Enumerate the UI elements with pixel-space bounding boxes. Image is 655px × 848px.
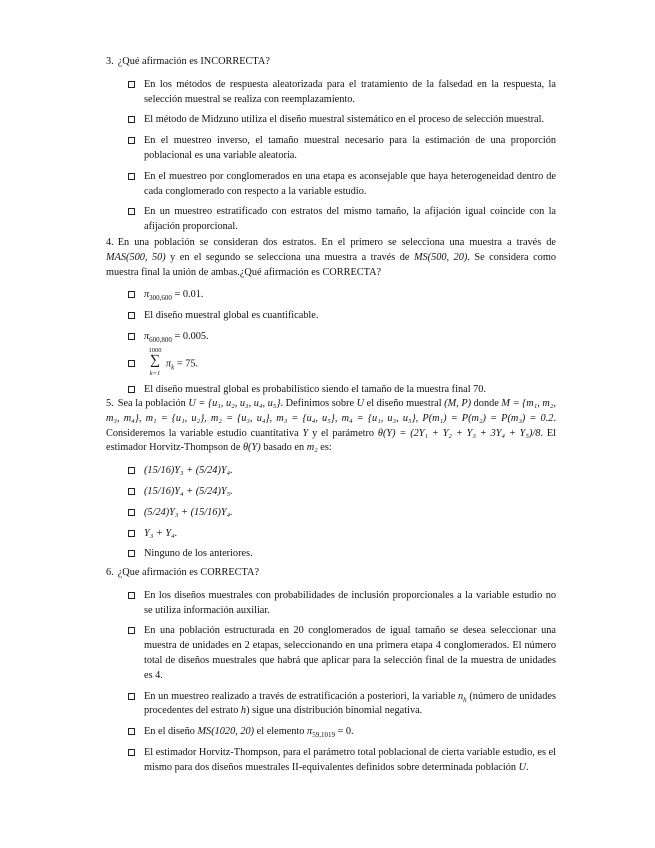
q4-option-5[interactable]: El diseño muestral global es probabilístico siendo el tamaño de la muestra final 70.	[106, 383, 556, 398]
checkbox[interactable]	[128, 592, 135, 599]
checkbox[interactable]	[128, 530, 135, 537]
question-4	[106, 236, 556, 398]
question-6-stem: 6. ¿Que afirmación es CORRECTA?	[106, 567, 260, 578]
question-3-stem	[106, 55, 556, 70]
q3-option-2[interactable]: El método de Midzuno utiliza el diseño muestral sistemático en el proceso de selección muestral.	[106, 113, 556, 128]
checkbox[interactable]	[128, 550, 135, 557]
q5-option-3[interactable]: (5/24)Y₃ + (15/16)Y₄.	[106, 506, 556, 521]
question-5	[106, 397, 556, 562]
question-6	[106, 566, 556, 776]
checkbox[interactable]	[128, 488, 135, 495]
checkbox[interactable]	[128, 467, 135, 474]
q3-option-5[interactable]: En un muestreo estratificado con estratos del mismo tamaño, la afijación igual coincide con la afijación proporcional.	[106, 205, 556, 235]
q6-option-1[interactable]: En los diseños muestrales con probabilidades de inclusión proporcionales a la variable estudio no se utiliza información auxiliar.	[106, 589, 556, 619]
q6-option-5[interactable]: El estimador Horvitz-Thompson, para el parámetro total poblacional de cierta variable estudio, es el mismo para dos diseños muestrales II-equivalentes definidos sobre determinada población U.	[106, 746, 556, 776]
checkbox[interactable]	[128, 693, 135, 700]
summation: 1000 ∑ k=1	[148, 346, 162, 377]
checkbox[interactable]	[128, 333, 135, 340]
question-number: 3.	[106, 56, 114, 67]
checkbox[interactable]	[128, 81, 135, 88]
q3-option-4[interactable]: En el muestreo por conglomerados en una etapa es aconsejable que haya heterogeneidad dentro de cada conglomerado con respecto a la variable estudio.	[106, 170, 556, 200]
question-3	[106, 55, 556, 235]
q5-option-1[interactable]: (15/16)Y₃ + (5/24)Y₄.	[106, 464, 556, 479]
checkbox[interactable]	[128, 312, 135, 319]
checkbox[interactable]	[128, 728, 135, 735]
q6-option-3[interactable]: En un muestreo realizado a través de estratificación a posteriori, la variable $n_h$ (número de unidades procedentes del estrato h) sigue una distribución binomial negativa.	[106, 690, 556, 720]
checkbox[interactable]	[128, 137, 135, 144]
checkbox[interactable]	[128, 208, 135, 215]
q3-option-3[interactable]: En el muestreo inverso, el tamaño muestral necesario para la estimación de una proporción poblacional es una variable aleatoria.	[106, 134, 556, 164]
checkbox[interactable]	[128, 291, 135, 298]
checkbox[interactable]	[128, 116, 135, 123]
q5-option-5[interactable]: Ninguno de los anteriores.	[106, 547, 556, 562]
checkbox[interactable]	[128, 749, 135, 756]
q4-option-1[interactable]: $\pi_{300,600} = 0.01$.	[106, 288, 556, 303]
q6-option-4[interactable]: En el diseño MS(1020, 20) el elemento $\pi_{59,1019} = 0$.	[106, 725, 556, 740]
question-5-stem: 5. Sea la población U = {u₁, u₂, u₃, u₄, u₅}. Definimos sobre U el diseño muestral (M, P) donde M = {m₁, m₂, m₃, m₄}, m₁ = {u₁, u₂}, m₂ = {u₃, u₄}, m₃ = {u₄, u₅}, m₄ = {u₁, u₃, u₅}, P(m₁) = P(m₂) = P(m₃) = 0.2. Consideremos la variable estudio cuantitativa Y y el parámetro θ(Y) = (2Y₁ + Y₂ + Y₃ + 3Y₄ + Y₅)/8. El estimador Horvitz-Thompson de θ(Y) basado en m₂ es:	[106, 398, 557, 454]
checkbox[interactable]	[128, 627, 135, 634]
checkbox[interactable]	[128, 360, 135, 367]
checkbox[interactable]	[128, 509, 135, 516]
question-4-stem: 4. En una población se consideran dos estratos. En el primero se selecciona una muestra a través de MAS(500, 50) y en el segundo se selecciona una muestra a través de MS(500, 20). Se considera como muestra final la unión de ambas.¿Qué afirmación es CORRECTA?	[106, 237, 556, 278]
q4-option-2[interactable]: El diseño muestral global es cuantificable.	[106, 309, 556, 324]
q4-option-4[interactable]: 1000 ∑ k=1 $\pi_k = 75$.	[106, 347, 556, 381]
q3-option-1[interactable]: En los métodos de respuesta aleatorizada para el tratamiento de la falsedad en la respuesta, la selección muestral se realiza con reemplazamiento.	[106, 78, 556, 108]
checkbox[interactable]	[128, 386, 135, 393]
question-text: ¿Qué afirmación es INCORRECTA?	[117, 56, 270, 67]
q5-option-4[interactable]: Y₃ + Y₄.	[106, 527, 556, 542]
q5-option-2[interactable]: (15/16)Y₄ + (5/24)Y₅.	[106, 485, 556, 500]
checkbox[interactable]	[128, 173, 135, 180]
q6-option-2[interactable]: En una población estructurada en 20 conglomerados de igual tamaño se desea seleccionar una muestra de unidades en 2 etapas, seleccionando en una primera etapa 4 conglomerados. El número total de diseños muestrales que habrá que aplicar para la selección final de la muestra de unidades es 4.	[106, 624, 556, 683]
q4-option-3[interactable]: $\pi_{600,800} = 0.005$.	[106, 330, 556, 345]
